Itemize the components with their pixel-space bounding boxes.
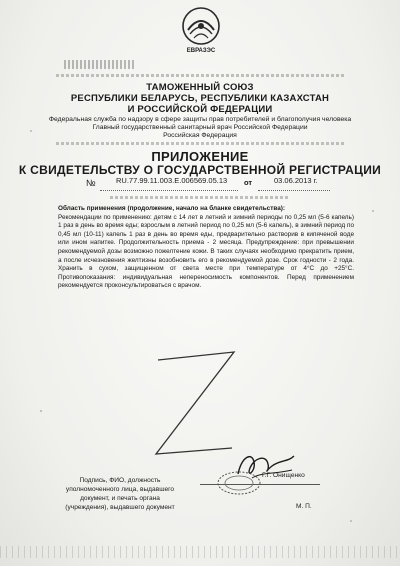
- fine-print-line: [56, 142, 346, 145]
- registration-date: 03.06.2013 г.: [274, 176, 318, 185]
- registration-number: RU.77.99.11.003.E.006569.05.13: [116, 176, 228, 185]
- number-underline: [100, 190, 238, 191]
- signature-caption: Подпись, ФИО, должность уполномоченного лица, выдавшего документ, и печать органа (учреждения), выдавшего документ: [65, 477, 175, 511]
- application-area-text: [58, 205, 354, 291]
- eurasec-emblem-icon: [176, 4, 226, 56]
- bottom-scan-strip: [0, 546, 400, 558]
- signatory-name: Г.Г. Онищенко: [262, 472, 305, 479]
- header-doctor: Главный государственный санитарный врач Российской Федерации: [92, 124, 308, 131]
- date-underline: [258, 190, 330, 191]
- fine-print-line: [56, 74, 346, 77]
- title-appendix: ПРИЛОЖЕНИЕ: [151, 149, 249, 164]
- registration-row: [0, 175, 400, 187]
- header-country: Российская Федерация: [163, 132, 237, 139]
- emblem-label: ЕВРАЗЭС: [186, 48, 216, 54]
- title-certificate: К СВИДЕТЕЛЬСТВУ О ГОСУДАРСТВЕННОЙ РЕГИСТРАЦИИ: [18, 163, 382, 177]
- stamp-place: М. П.: [296, 503, 312, 510]
- header-union: ТАМОЖЕННЫЙ СОЮЗ: [146, 82, 254, 93]
- official-seal-icon: [216, 470, 262, 496]
- header-republics: РЕСПУБЛИКИ БЕЛАРУСЬ, РЕСПУБЛИКИ КАЗАХСТАН: [70, 93, 330, 104]
- header-service: Федеральная служба по надзору в сфере защиты прав потребителей и благополучия человека: [48, 116, 352, 123]
- scan-speck: [40, 410, 42, 412]
- z-cancellation-mark: [150, 350, 240, 460]
- fine-print-line: [110, 196, 290, 199]
- scan-speck: [372, 210, 374, 212]
- usage-recommendations: Рекомендации по применению: детям с 14 лет в летний и зимний периоды по 0,25 мл (5-6 капель) 1 раз в день во время еды; взрослым в летний период по 0,25 мл (5-6 капель), в зимний период по 0,45 мл (10-11) капель 1 раз в день во время еды, предварительно растворив в кипяченой воде или ином напитке. Продолжительность приема - 2 месяца. Предупреждение: при превышении рекомендуемой дозы возможно пожелтение кожи. В таких случаях необходимо прекратить прием, а после исчезновения желтизны возобновить его в рекомендуемой дозе. Срок годности - 2 года. Хранить в сухом, защищенном от света месте при температуре от 4°С до +25°С. Противопоказания: индивидуальная непереносимость компонентов. Перед применением рекомендуется проконсультироваться с врачом.: [58, 213, 354, 290]
- number-sign: №: [86, 178, 96, 188]
- header-federation: И РОССИЙСКОЙ ФЕДЕРАЦИИ: [127, 104, 273, 115]
- stamp-mark: [64, 60, 134, 69]
- scan-speck: [350, 520, 352, 522]
- application-area-label: Область применения (продолжение, начало на бланке свидетельства):: [58, 205, 286, 212]
- date-prefix: от: [244, 178, 253, 187]
